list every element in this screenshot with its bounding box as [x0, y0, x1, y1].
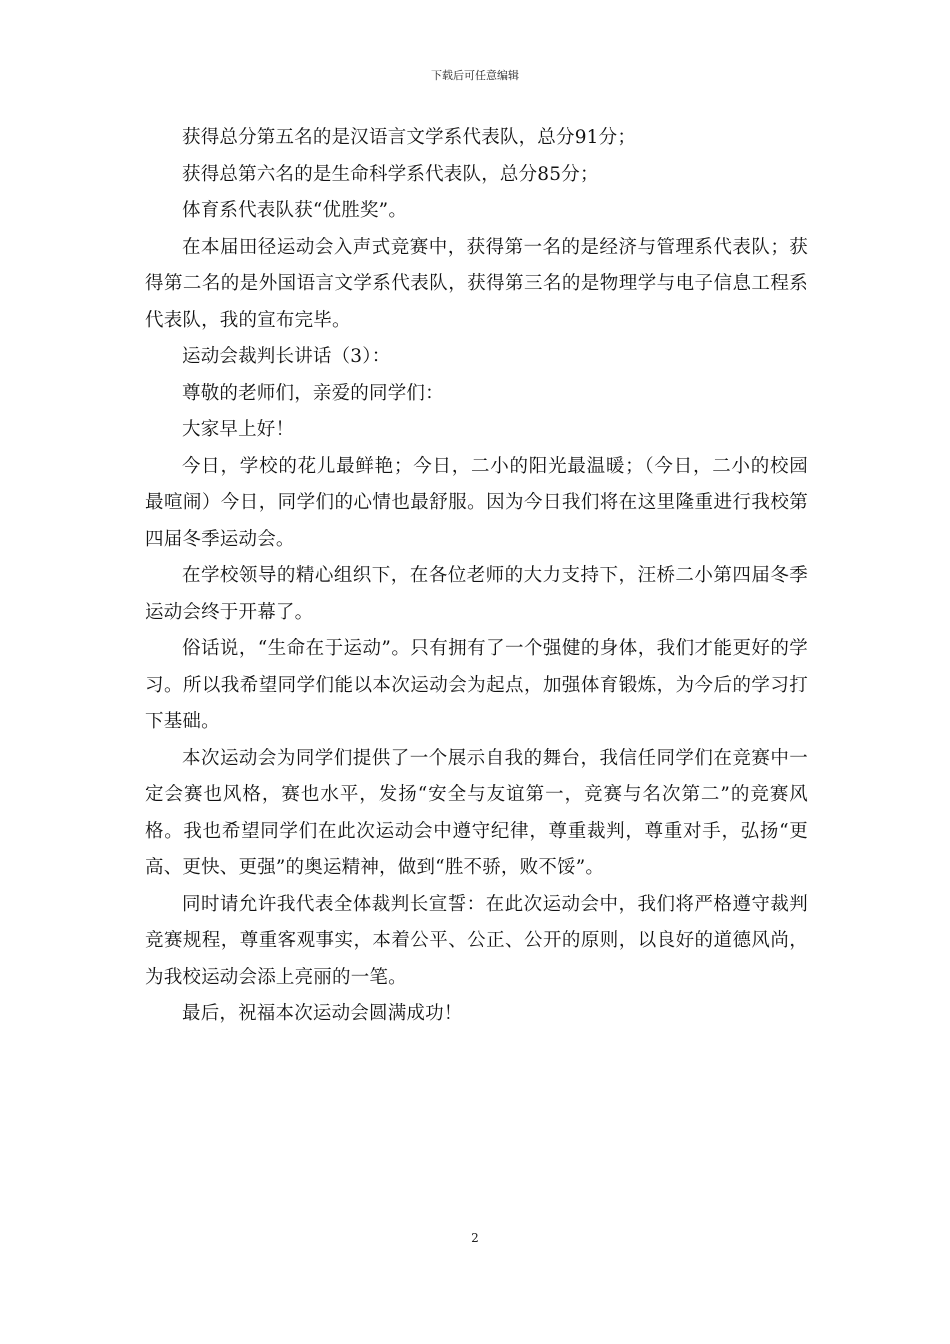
- document-body: [145, 120, 808, 1033]
- section-heading: 运动会裁判长讲话（3）：: [182, 346, 391, 367]
- paragraph: 体育系代表队获“优胜奖”。: [182, 200, 408, 221]
- salutation: 尊敬的老师们，亲爱的同学们：: [182, 382, 444, 404]
- greeting: 大家早上好！: [182, 419, 295, 440]
- paragraph: 本次运动会为同学们提供了一个展示自我的舞台，我信任同学们在竞赛中一定会赛也风格，赛也水平，发扬“安全与友谊第一，竞赛与名次第二”的竞赛风格。我也希望同学们在此次运动会中遵守纪律，尊重裁判，尊重对手，弘扬“更高、更快、更强”的奥运精神，做到“胜不骄，败不馁”。: [145, 747, 808, 878]
- paragraph: 同时请允许我代表全体裁判长宣誓：在此次运动会中，我们将严格遵守裁判竞赛规程，尊重客观事实，本着公平、公正、公开的原则，以良好的道德风尚，为我校运动会添上亮丽的一笔。: [145, 893, 808, 988]
- paragraph: 在本届田径运动会入声式竞赛中，获得第一名的是经济与管理系代表队；获得第二名的是外国语言文学系代表队，获得第三名的是物理学与电子信息工程系代表队，我的宣布完毕。: [145, 236, 808, 331]
- paragraph: 获得总分第五名的是汉语言文学系代表队，总分91分；: [182, 127, 637, 148]
- paragraph: 俗话说，“生命在于运动”。只有拥有了一个强健的身体，我们才能更好的学习。所以我希望同学们能以本次运动会为起点，加强体育锻炼，为今后的学习打下基础。: [145, 638, 808, 732]
- paragraph: 在学校领导的精心组织下，在各位老师的大力支持下，汪桥二小第四届冬季运动会终于开幕了。: [145, 565, 808, 623]
- page-number: 2: [471, 1231, 479, 1245]
- paragraph: 获得总第六名的是生命科学系代表队，总分85分；: [182, 163, 599, 185]
- closing-line: 最后，祝福本次运动会圆满成功！: [182, 1003, 463, 1024]
- page-header: 下载后可任意编辑: [431, 69, 519, 82]
- paragraph: 今日，学校的花儿最鲜艳；今日，二小的阳光最温暖；（今日，二小的校园最喧闹）今日，同学们的心情也最舒服。因为今日我们将在这里隆重进行我校第四届冬季运动会。: [145, 455, 808, 550]
